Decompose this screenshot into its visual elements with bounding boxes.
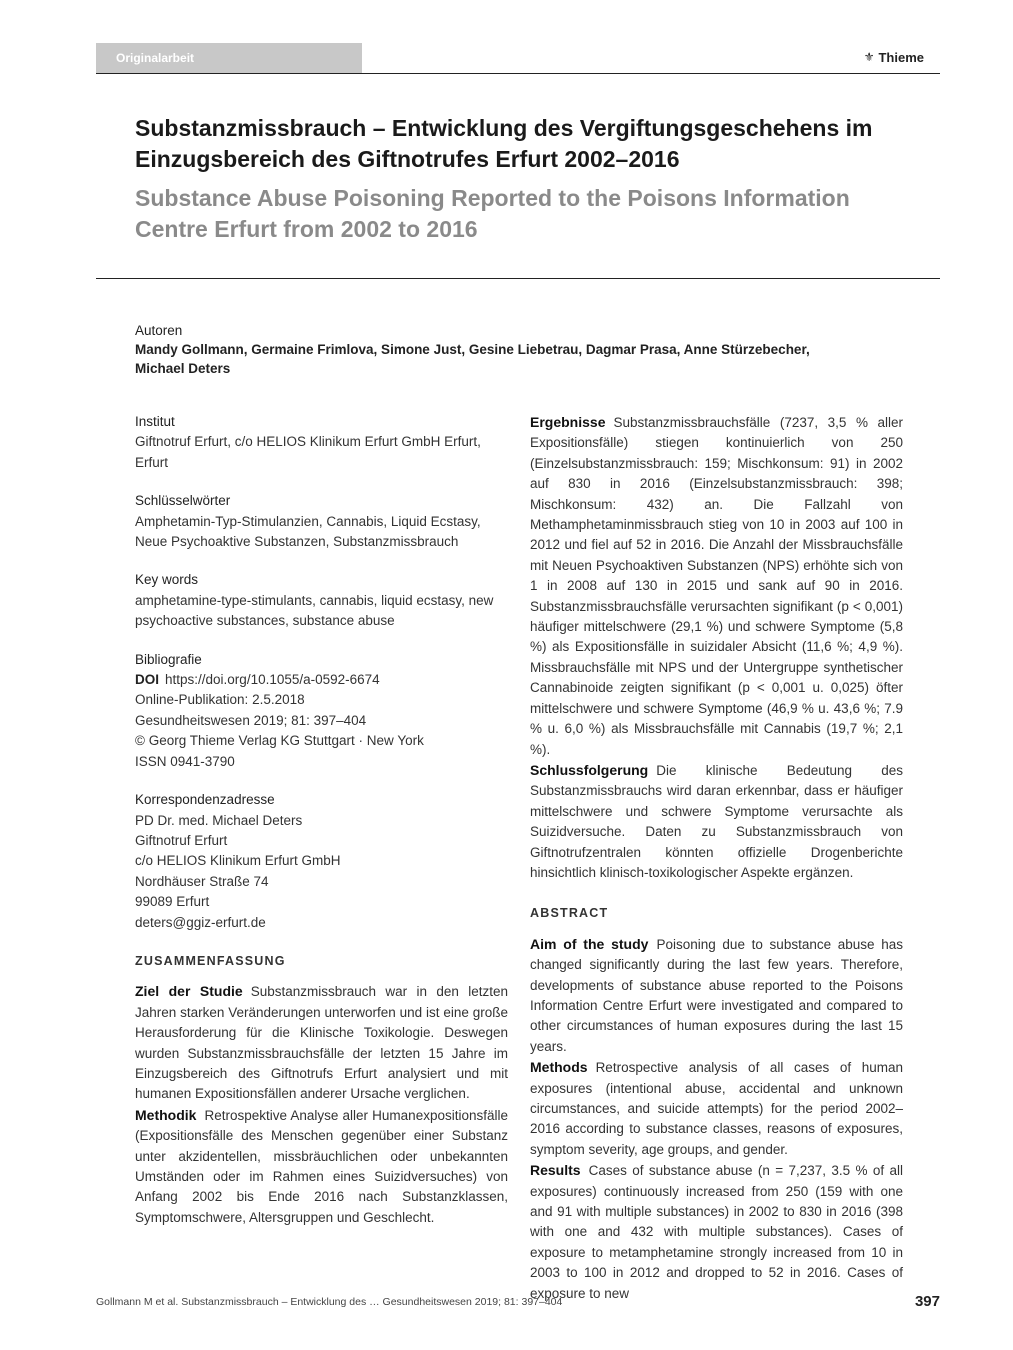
doi-label: DOI bbox=[135, 672, 160, 688]
authors-names: Mandy Gollmann, Germaine Frimlova, Simone Just, Gesine Liebetrau, Dagmar Prasa, Anne Stürzebecher, Michael Deters bbox=[135, 342, 810, 376]
correspondence-email[interactable]: deters@ggiz-erfurt.de bbox=[135, 914, 266, 930]
publisher-logo bbox=[820, 48, 924, 66]
methodik-text: Retrospektive Analyse aller Humanexpositionsfälle (Expositionsfälle des Menschen gegenüber einer Substanz unter akzidentellen, missbräuchlichen oder unbekannten Umständen oder im Rahmen eines Suizidversuches) von Anfang 2002 bis Ende 2016 nach Substanzklassen, Symptomschwere, Altersgruppen und Geschlecht. bbox=[135, 1107, 508, 1225]
authors-label: Autoren bbox=[135, 323, 183, 338]
ziel-heading: Ziel der Studie bbox=[135, 983, 243, 1000]
issn: ISSN 0941-3790 bbox=[135, 753, 235, 769]
institute-label: Institut bbox=[135, 414, 175, 429]
methods-heading: Methods bbox=[530, 1059, 588, 1076]
section-tag: Originalarbeit bbox=[96, 43, 362, 73]
institute-text: Giftnotruf Erfurt, c/o HELIOS Klinikum Erfurt GmbH Erfurt, Erfurt bbox=[135, 434, 481, 470]
methodik-paragraph bbox=[135, 1105, 508, 1228]
correspondence-line: 99089 Erfurt bbox=[135, 894, 210, 910]
aim-text: Poisoning due to substance abuse has changed significantly during the last few years. Therefore, developments of substance abuse reported to the Poisons Information Centre Erfurt were investigated and compared to other circumstances of human exposures during the last 15 years. bbox=[530, 936, 904, 1054]
correspondence-section bbox=[135, 790, 508, 933]
correspondence-line: Giftnotruf Erfurt bbox=[135, 832, 228, 848]
footer-citation: Gollmann M et al. Substanzmissbrauch – Entwicklung des … Gesundheitswesen 2019; 81: 397–404 bbox=[96, 1296, 563, 1308]
left-column bbox=[135, 412, 508, 1228]
results-text: Cases of substance abuse (n = 7,237, 3.5 % of all exposures) continuously increased from 250 (159 with one and 91 with multiple substances) in 2002 to 830 in 2016 (398 with one and 432 with multiple substances). Cases of exposure to metamphetamine strongly increased from 10 in 2003 to 100 in 2012 and dropped to 52 in 2016. Cases of exposure to new bbox=[530, 1163, 903, 1301]
thieme-logo-icon: ⚜ bbox=[863, 50, 875, 64]
methodik-heading: Methodik bbox=[135, 1106, 197, 1123]
aim-paragraph bbox=[530, 934, 903, 1057]
schluss-text: Die klinische Bedeutung des Substanzmissbrauchs wird daran erkennbar, dass er häufiger mittelschwere und schwere Symptome verursachte als Suizidversuche. Daten zu Substanzmissbrauch von Giftnotrufzentralen könnten offizielle Drogenberichte hinsichtlich klinisch-toxikologischer Aspekte ergänzen. bbox=[530, 762, 903, 880]
zusammenfassung-heading: ZUSAMMENFASSUNG bbox=[135, 953, 286, 968]
publisher-name: Thieme bbox=[878, 49, 924, 65]
title-rule bbox=[96, 278, 940, 279]
doi-line bbox=[135, 670, 508, 690]
ergebnisse-heading: Ergebnisse bbox=[530, 414, 606, 430]
results-heading: Results bbox=[530, 1162, 581, 1179]
abstract-heading: ABSTRACT bbox=[530, 906, 609, 921]
keywords-en-label: Key words bbox=[135, 572, 199, 588]
header-rule bbox=[96, 73, 940, 74]
correspondence-line: c/o HELIOS Klinikum Erfurt GmbH bbox=[135, 853, 341, 869]
article-title-german: Substanzmissbrauch – Entwicklung des Vergiftungsgeschehens im Einzugsbereich des Giftnotrufes Erfurt 2002–2016 bbox=[135, 115, 873, 172]
methods-paragraph bbox=[530, 1057, 903, 1160]
ergebnisse-text: Substanzmissbrauchsfälle (7237, 3,5 % aller Expositionsfälle) stiegen kontinuierlich von 250 (Einzelsubstanzmissbrauch: 159; Mischkonsum: 91) in 2002 auf 830 in 2016 (Einzelsubstanzmissbrauch: 398; Mischkonsum: 432) an. Die Fallzahl von Methamphetaminmissbrauch stieg von 10 in 2003 auf 100 in 2012 und fiel auf 52 in 2016. Die Anzahl der Missbrauchsfälle mit Neuen Psychoaktiven Substanzen (NPS) erhöhte sich von 1 in 2008 auf 130 in 2015 und sank auf 90 in 2016. Substanzmissbrauchsfälle verursachten signifikant (p < 0,001) häufiger mittelschwere (29,1 %) und schwere Symptome (5,8 %) als Expositionsfälle in suizidaler Absicht (11,6 %; 4,9 %). Missbrauchsfälle mit NPS und der Untergruppe synthetischer Cannabinoide zeigten signifikant (p < 0,001 u. 0,025) öfter mittelschwere und schwere Symptome (46,9 % u. 43,6 %; 7.9 % u. 6,0 %) als Missbrauchsfälle mit Cannabis (19,7 %; 2,1 %). bbox=[530, 415, 903, 757]
bibliography-label: Bibliografie bbox=[135, 651, 202, 667]
schluss-heading: Schlussfolgerung bbox=[530, 761, 649, 778]
correspondence-label: Korrespondenzadresse bbox=[135, 792, 275, 808]
keywords-en-text: amphetamine-type-stimulants, cannabis, liquid ecstasy, new psychoactive substances, substance abuse bbox=[135, 592, 494, 629]
aim-heading: Aim of the study bbox=[530, 935, 649, 952]
journal-reference: Gesundheitswesen 2019; 81: 397–404 bbox=[135, 712, 367, 728]
results-paragraph bbox=[530, 1160, 903, 1304]
keywords-de-section bbox=[135, 491, 508, 552]
correspondence-line: PD Dr. med. Michael Deters bbox=[135, 812, 303, 828]
ziel-text: Substanzmissbrauch war in den letzten Jahren starken Veränderungen unterworfen und ist eine große Herausforderung für die Klinische Toxikologie. Deswegen wurden Substanzmissbrauchsfälle der letzten 15 Jahre im Einzugsbereich des Giftnotrufs Erfurt analysiert und mit humanen Expositionsfällen anderer Ursache verglichen. bbox=[135, 984, 508, 1102]
methods-text: Retrospective analysis of all cases of human exposures (intentional abuse, accidental and unknown circumstances, and suicide attempts) for the period 2002–2016 according to substance classes, reasons of exposures, symptom severity, age groups, and gender. bbox=[530, 1060, 903, 1157]
bibliography-section bbox=[135, 650, 508, 772]
page-number: 397 bbox=[914, 1293, 940, 1310]
correspondence-line: Nordhäuser Straße 74 bbox=[135, 873, 269, 889]
online-publication: Online-Publikation: 2.5.2018 bbox=[135, 692, 305, 708]
schluss-paragraph bbox=[530, 760, 903, 883]
keywords-en-section bbox=[135, 570, 508, 631]
ziel-paragraph bbox=[135, 981, 508, 1104]
institute-section bbox=[135, 412, 508, 473]
keywords-de-label: Schlüsselwörter bbox=[135, 493, 231, 509]
article-title-english: Substance Abuse Poisoning Reported to the Poisons Information Centre Erfurt from 2002 to 2016 bbox=[135, 185, 850, 242]
doi-link[interactable]: https://doi.org/10.1055/a-0592-6674 bbox=[165, 672, 380, 688]
copyright: © Georg Thieme Verlag KG Stuttgart · New York bbox=[135, 733, 424, 749]
right-column bbox=[530, 412, 903, 1304]
keywords-de-text: Amphetamin-Typ-Stimulanzien, Cannabis, Liquid Ecstasy, Neue Psychoaktive Substanzen, Substanzmissbrauch bbox=[135, 513, 481, 550]
ergebnisse-paragraph bbox=[530, 412, 903, 760]
authors-block bbox=[135, 321, 855, 378]
